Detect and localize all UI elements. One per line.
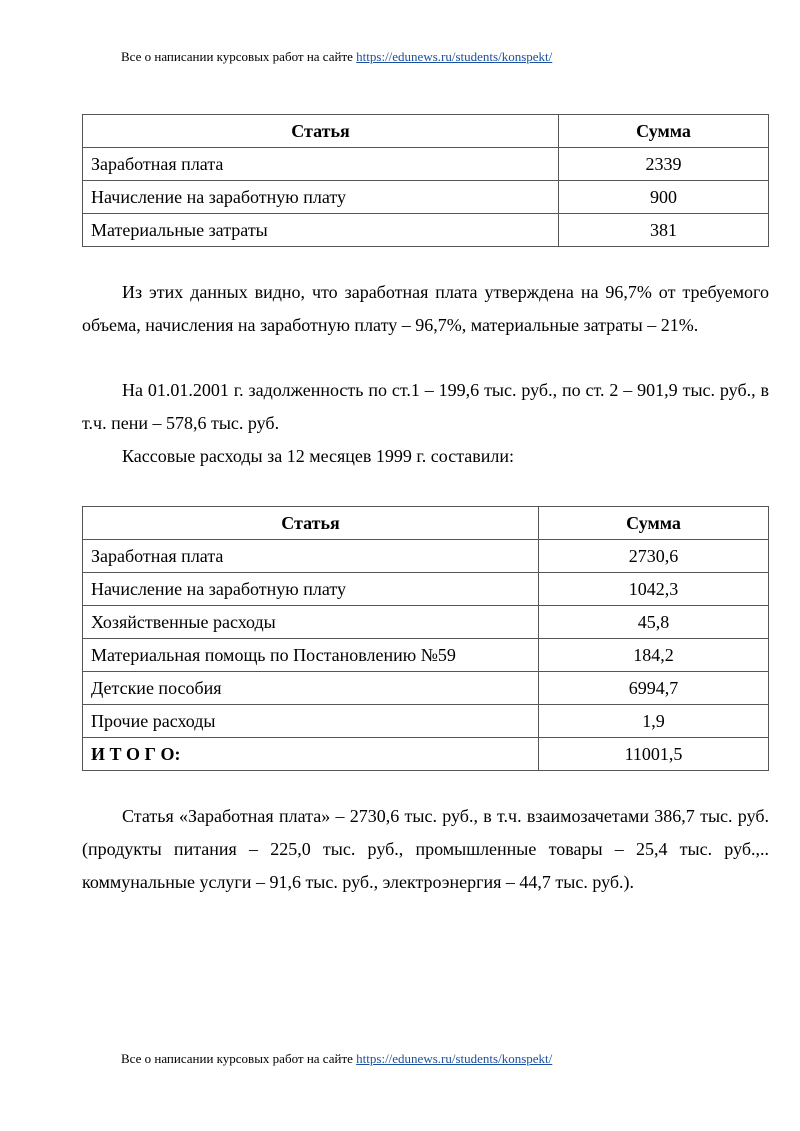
column-header-sum: Сумма xyxy=(539,507,769,540)
budget-table xyxy=(82,114,769,247)
table-row xyxy=(83,639,769,672)
paragraph-text: Из этих данных видно, что заработная плата утверждена на 96,7% от требуемого объема, начисления на заработную плату – 96,7%, материальные затраты – 21%. xyxy=(82,282,769,335)
paragraph-debt xyxy=(82,374,769,440)
page-header xyxy=(121,49,552,65)
total-label: И Т О Г О: xyxy=(83,738,539,771)
table-header-row xyxy=(83,115,769,148)
table-header-row xyxy=(83,507,769,540)
footer-text: Все о написании курсовых работ на сайте xyxy=(121,1051,357,1066)
table-row xyxy=(83,540,769,573)
row-sum: 2339 xyxy=(559,148,769,181)
paragraph-text: Кассовые расходы за 12 месяцев 1999 г. составили: xyxy=(122,446,515,466)
row-item: Прочие расходы xyxy=(83,705,539,738)
table-row xyxy=(83,573,769,606)
paragraph-salary-breakdown xyxy=(82,800,769,899)
row-sum: 1042,3 xyxy=(539,573,769,606)
row-sum: 900 xyxy=(559,181,769,214)
row-sum: 6994,7 xyxy=(539,672,769,705)
table-row xyxy=(83,606,769,639)
paragraph-text: Статья «Заработная плата» – 2730,6 тыс. руб., в т.ч. взаимозачетами 386,7 тыс. руб. (продукты питания – 225,0 тыс. руб., промышленные товары – 25,4 тыс. руб.,.. коммунальные услуги – 91,6 тыс. руб., электроэнергия – 44,7 тыс. руб.). xyxy=(82,806,769,892)
header-text: Все о написании курсовых работ на сайте xyxy=(121,49,357,64)
paragraph-salary-approval xyxy=(82,276,769,342)
row-item: Материальная помощь по Постановлению №59 xyxy=(83,639,539,672)
table-row xyxy=(83,214,769,247)
column-header-item: Статья xyxy=(83,507,539,540)
total-sum: 11001,5 xyxy=(539,738,769,771)
row-sum: 184,2 xyxy=(539,639,769,672)
row-item: Детские пособия xyxy=(83,672,539,705)
row-item: Материальные затраты xyxy=(83,214,559,247)
table-row xyxy=(83,672,769,705)
table-row xyxy=(83,705,769,738)
row-sum: 45,8 xyxy=(539,606,769,639)
cash-expenses-table xyxy=(82,506,769,771)
row-sum: 1,9 xyxy=(539,705,769,738)
row-item: Заработная плата xyxy=(83,540,539,573)
row-item: Начисление на заработную плату xyxy=(83,181,559,214)
row-sum: 2730,6 xyxy=(539,540,769,573)
table-total-row xyxy=(83,738,769,771)
paragraph-text: На 01.01.2001 г. задолженность по ст.1 – 199,6 тыс. руб., по ст. 2 – 901,9 тыс. руб., в т.ч. пени – 578,6 тыс. руб. xyxy=(82,380,769,433)
table-row xyxy=(83,148,769,181)
row-item: Заработная плата xyxy=(83,148,559,181)
row-item: Начисление на заработную плату xyxy=(83,573,539,606)
column-header-sum: Сумма xyxy=(559,115,769,148)
row-sum: 381 xyxy=(559,214,769,247)
paragraph-cash-intro xyxy=(82,440,769,473)
footer-link[interactable]: https://edunews.ru/students/konspekt/ xyxy=(356,1051,553,1066)
header-link[interactable]: https://edunews.ru/students/konspekt/ xyxy=(356,49,553,64)
page-footer xyxy=(121,1051,552,1067)
table-row xyxy=(83,181,769,214)
row-item: Хозяйственные расходы xyxy=(83,606,539,639)
column-header-item: Статья xyxy=(83,115,559,148)
